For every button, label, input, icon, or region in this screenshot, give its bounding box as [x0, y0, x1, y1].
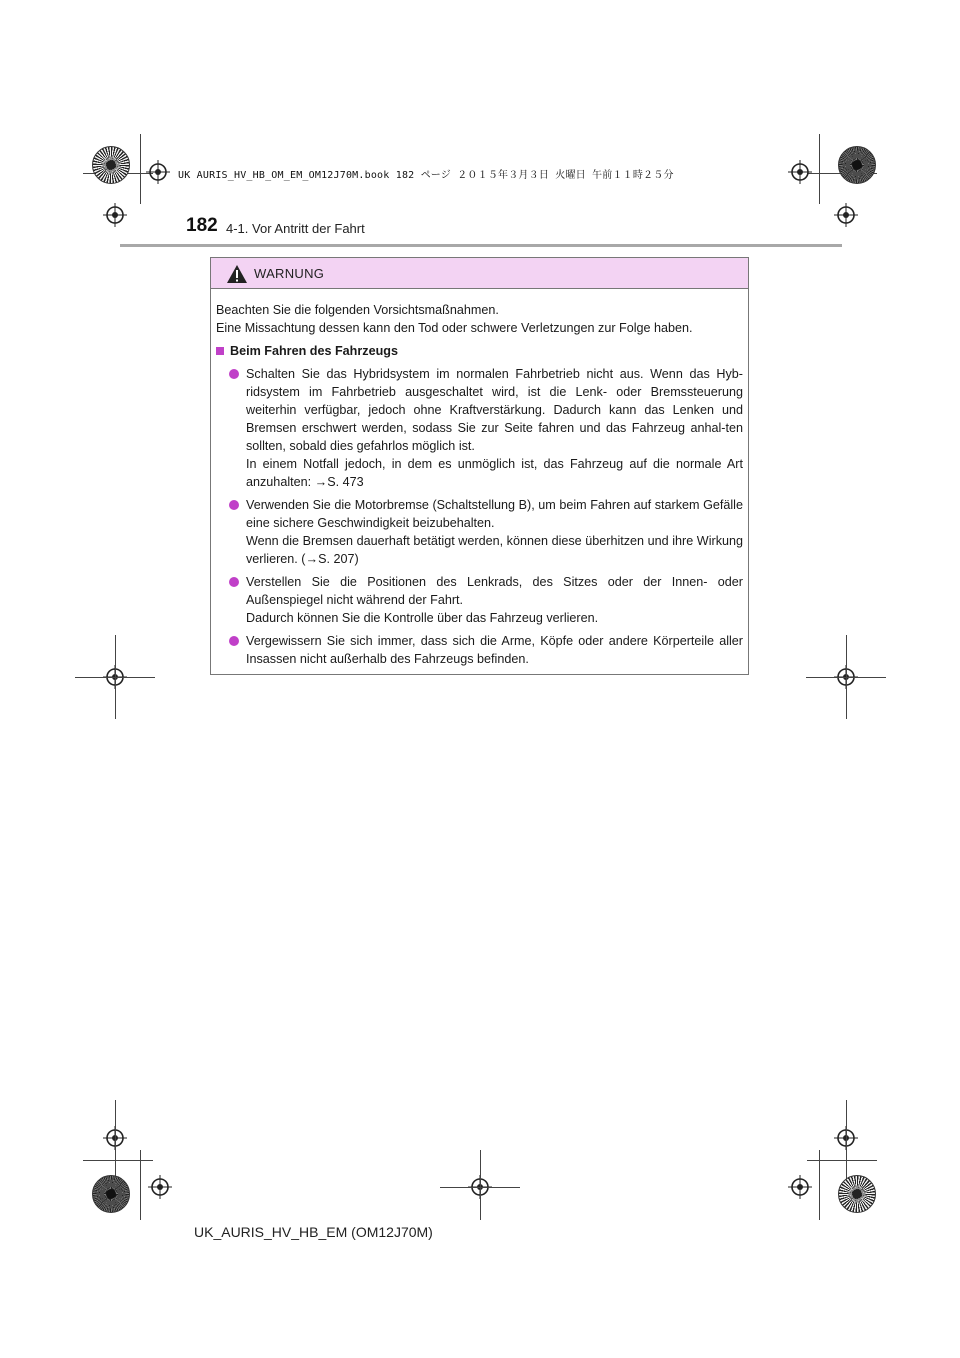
registration-mark-icon	[788, 1175, 812, 1199]
crop-mark	[819, 134, 820, 204]
print-imprint: UK AURIS_HV_HB_OM_EM_OM12J70M.book 182 ページ ２０１５年３月３日 火曜日 午前１１時２５分	[178, 170, 674, 181]
warning-box	[210, 257, 749, 675]
registration-mark-icon	[788, 160, 812, 184]
guide-line	[480, 1150, 481, 1220]
list-item	[229, 365, 743, 491]
crop-mark	[140, 134, 141, 204]
list-item-text: Wenn die Bremsen dauerhaft betätigt werden, können diese überhitzen und ihre Wirkung verlieren. (→S. 207)	[246, 534, 743, 566]
section-title: 4-1. Vor Antritt der Fahrt	[226, 221, 365, 236]
guide-line	[115, 1100, 116, 1180]
guide-line	[806, 677, 886, 678]
print-wheel-icon	[838, 146, 876, 184]
crop-mark	[140, 1150, 141, 1220]
section-heading	[216, 342, 743, 360]
registration-mark-icon	[148, 1175, 172, 1199]
list-item-text: Verwenden Sie die Motorbremse (Schaltstellung B), um beim Fahren auf starkem Gefälle eine sichere Geschwindigkeit beizubehalten.	[246, 498, 743, 530]
crop-mark	[819, 1150, 820, 1220]
guide-line	[75, 677, 155, 678]
list-item-text: Schalten Sie das Hybridsystem im normalen Fahrbetrieb nicht aus. Wenn das Hyb-ridsystem im Fahrbetrieb ausgeschaltet wird, ist die Lenk- oder Bremssteuerung weiterhin verfügbar, jedoch ohne Kraftverstärkung. Dadurch kann das Lenken und Bremsen erschwert werden, sodass Sie zur Seite fahren und das Fahrzeug anhal-ten sollten, sobald dies gefahrlos möglich ist.	[246, 367, 743, 453]
header-rule	[120, 244, 842, 247]
bullet-dot-icon	[229, 636, 239, 646]
print-wheel-icon	[838, 1175, 876, 1213]
warning-intro: Beachten Sie die folgenden Vorsichtsmaßnahmen.	[216, 303, 499, 317]
bullet-dot-icon	[229, 577, 239, 587]
guide-line	[846, 1100, 847, 1180]
warning-triangle-icon	[226, 264, 248, 284]
section-heading-text: Beim Fahren des Fahrzeugs	[230, 344, 398, 358]
crop-mark	[83, 1160, 153, 1161]
print-wheel-icon	[92, 1175, 130, 1213]
print-wheel-icon	[92, 146, 130, 184]
document-code: UK_AURIS_HV_HB_EM (OM12J70M)	[194, 1224, 433, 1240]
crop-mark	[807, 1160, 877, 1161]
list-item-text: Dadurch können Sie die Kontrolle über das Fahrzeug verlieren.	[246, 611, 599, 625]
list-item	[229, 496, 743, 568]
page-number: 182	[186, 215, 218, 236]
bullet-dot-icon	[229, 369, 239, 379]
warning-body	[211, 289, 748, 668]
registration-mark-icon	[146, 160, 170, 184]
registration-mark-icon	[103, 203, 127, 227]
warning-title: WARNUNG	[254, 266, 325, 281]
list-item-text: Verstellen Sie die Positionen des Lenkrads, des Sitzes oder der Innen- oder Außenspiegel nicht während der Fahrt.	[246, 575, 743, 607]
warning-header	[211, 258, 748, 289]
list-item	[229, 573, 743, 627]
bullet-dot-icon	[229, 500, 239, 510]
list-item-text: In einem Notfall jedoch, in dem es unmöglich ist, das Fahrzeug auf die normale Art anzuhalten: →S. 473	[246, 457, 743, 489]
warning-intro: Eine Missachtung dessen kann den Tod oder schwere Verletzungen zur Folge haben.	[216, 321, 693, 335]
registration-mark-icon	[834, 203, 858, 227]
list-item	[229, 632, 743, 668]
square-bullet-icon	[216, 347, 224, 355]
list-item-text: Vergewissern Sie sich immer, dass sich die Arme, Köpfe oder andere Körperteile aller Insassen nicht außerhalb des Fahrzeugs befinden.	[246, 634, 743, 666]
